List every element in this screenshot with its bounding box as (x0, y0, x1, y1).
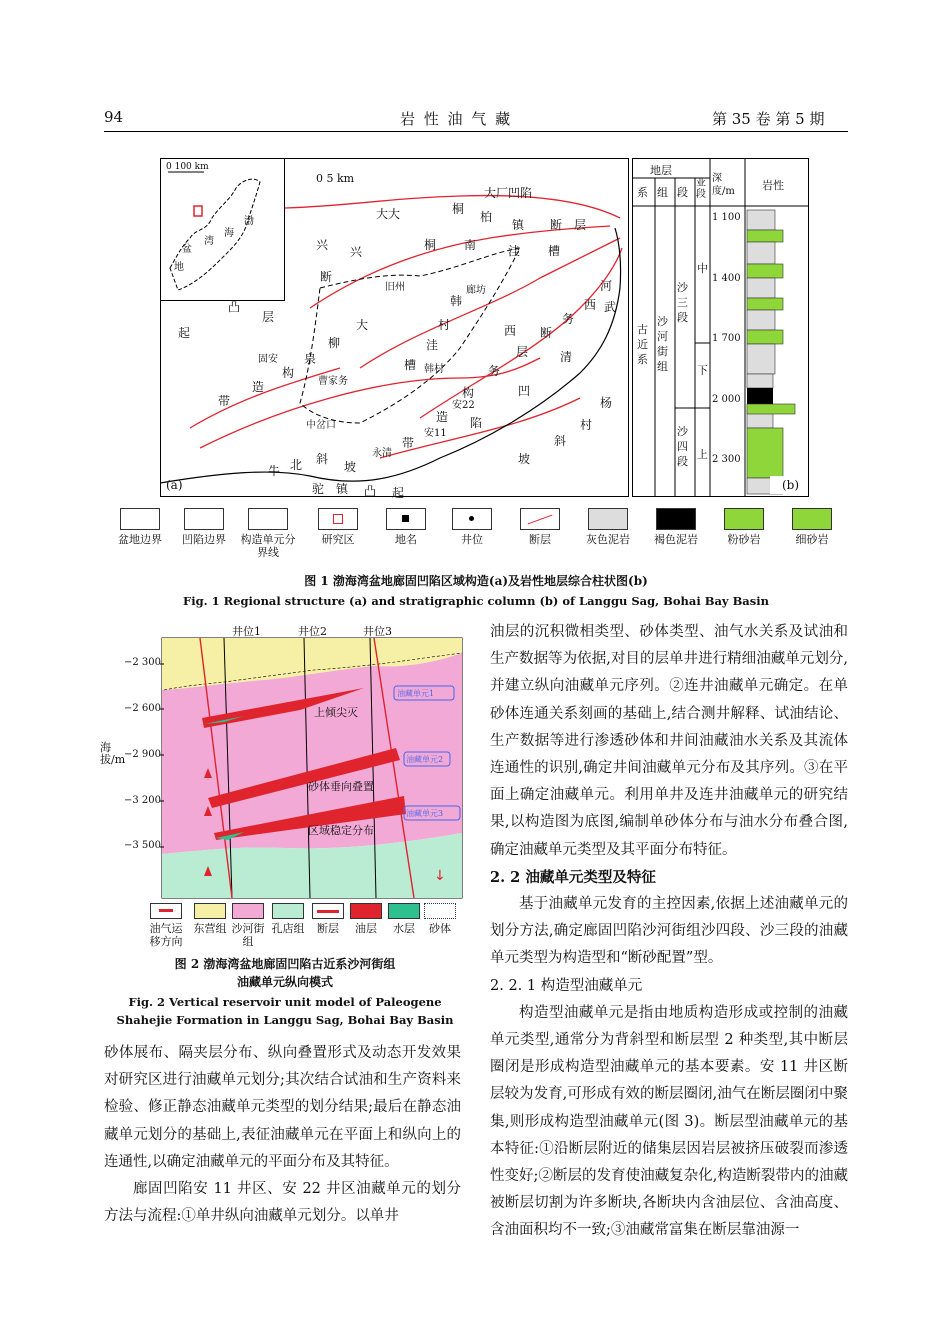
strat-section-es4: 沙四段 (677, 425, 688, 468)
depth-tick: 1 100 (712, 212, 741, 223)
legend-structural-boundary: 构造单元分界线 (236, 508, 300, 559)
map-label: 大 (376, 207, 389, 221)
strat-group-name: 沙河街组 (657, 315, 668, 373)
figure2-caption-cn-2: 油藏单元纵向模式 (236, 975, 333, 989)
place-hancun: 韩村 (424, 364, 444, 375)
figure1-caption-en: Fig. 1 Regional structure (a) and stratigraphic column (b) of Langgu Sag, Bohai Bay Basin (183, 594, 769, 608)
place-langfang: 廊坊 (466, 285, 486, 296)
map-label: 凸 (364, 484, 377, 498)
map-label: 构 (462, 386, 475, 400)
map-label: 坡 (344, 460, 357, 474)
right-paragraph-1: 油层的沉积微相类型、砂体类型、油气水关系及试油和生产数据等为依据,对目的层单井进行精细油藏单元划分,并建立纵向油藏单元序列。②连井油藏单元确定。在单砂体连通关系刻画的基础上,结合测井解释、试油结论、生产数据等进行渗透砂体和井间油藏油水关系及其流体连通性的识别,确定井间油藏单元分布及其序列。③在平面上确定油藏单元。利用单井及连井油藏单元的研究结果,以构造图为底图,编制单砂体分布与油水分布叠合图,确定油藏单元类型及其平面分布特征。 (490, 624, 848, 858)
legend-siltstone: 粉砂岩 (712, 508, 776, 546)
section-heading-2-2-1: 2. 2. 1 构造型油藏单元 (490, 977, 643, 994)
annotation-updip-pinchout: 上倾尖灭 (314, 706, 358, 719)
main-scale-label: 0 5 km (316, 172, 355, 185)
map-label: 兴 (316, 238, 329, 252)
legend-brown-mudstone: 褐色泥岩 (644, 508, 708, 546)
map-label: 造 (252, 380, 265, 394)
inset-label: 渤 (244, 216, 254, 227)
y-tick: −3 200 (124, 795, 162, 806)
strat-subsection-lower: 下 (697, 364, 708, 377)
legend-oil-layer: 油层 (346, 903, 386, 935)
legend-fault: 断层 (308, 903, 348, 935)
map-label: 兴 (350, 245, 363, 259)
right-paragraph-3: 构造型油藏单元是指由地质构造形成或控制的油藏单元类型,通常分为背斜型和断层型 2 种类型,其中断层圈闭是形成构造型油藏单元的基本要素。安 11 井区断层较为发育,可形成有效的断层圈闭,油气在断层圈闭中聚集,则形成构造型油藏单元(图 3)。断层型油藏单元的基本特征:①沿断层附近的储集层因岩层被挤压破裂而渗透性变好;②断层的发育使油藏复杂化,构造断裂带内的油藏被断层切割为许多断块,各断块内含油层位、含油高度、含油面积均不一致;③油藏常富集在断层靠油源一 (490, 1004, 848, 1239)
strat-section-es3: 沙三段 (677, 281, 688, 324)
header-rule (104, 131, 848, 132)
map-label: 南 (464, 238, 477, 252)
map-label: 河 (600, 279, 613, 293)
strat-subsection-middle: 中 (697, 262, 708, 275)
map-label: 韩 (450, 294, 463, 308)
map-label: 村 (438, 318, 451, 332)
y-tick: −2 300 (124, 657, 162, 668)
map-label: 构 (282, 366, 295, 380)
annotation-regional-stable: 区域稳定分布 (308, 824, 374, 837)
map-label: 起 (392, 486, 405, 500)
map-label: 陷 (470, 416, 483, 430)
legend-fine-sandstone: 细砂岩 (780, 508, 844, 546)
well-2-label: 井位2 (298, 625, 327, 638)
map-label-dachang-sag: 大厂凹陷 (484, 186, 533, 200)
map-label: 武 (604, 300, 617, 314)
depth-tick: 2 000 (712, 394, 741, 405)
map-label: 层 (262, 310, 275, 324)
annotation-vertical-stacking: 砂体垂向叠置 (308, 780, 374, 793)
legend-well: 井位 (440, 508, 504, 546)
strat-header-subsection: 亚段 (696, 178, 706, 200)
legend-gray-mudstone: 灰色泥岩 (576, 508, 640, 546)
right-column (490, 619, 848, 1245)
map-label: 大 (356, 318, 369, 332)
well-1-label: 井位1 (232, 625, 261, 638)
well-an22: 安22 (452, 400, 475, 411)
map-label: 断 (320, 270, 333, 284)
map-label: 洼 (426, 338, 439, 352)
unit-label-2: 油藏单元2 (406, 755, 444, 764)
map-label: 斜 (554, 434, 567, 448)
depth-tick: 1 700 (712, 333, 741, 344)
y-tick: −2 600 (124, 703, 162, 714)
well-3-label: 井位3 (363, 625, 392, 638)
page-number: 94 (104, 108, 124, 126)
strat-subsection-upper: 上 (697, 448, 708, 461)
map-label: 北 (290, 458, 303, 472)
map-label: 层 (516, 345, 529, 359)
legend-place-name: 地名 (374, 508, 438, 546)
map-label: 务 (488, 364, 501, 378)
map-label: 镇 (512, 218, 525, 232)
place-yongqing: 永清 (372, 448, 392, 459)
strat-header-system: 系 (637, 186, 648, 199)
y-axis-label: 海拔/m (100, 741, 126, 766)
section-heading-2-2: 2. 2 油藏单元类型及特征 (490, 868, 656, 886)
issue-info: 第 35 卷 第 5 期 (712, 110, 825, 128)
map-label: 斜 (316, 452, 329, 466)
legend-fault: 断层 (508, 508, 572, 546)
map-label: 造 (436, 410, 449, 424)
journal-title: 岩 性 油 气 藏 (400, 110, 513, 128)
place-jiuzhou: 旧州 (385, 282, 405, 293)
map-label: 柏 (480, 210, 493, 224)
legend-migration: 油气运移方向 (146, 903, 186, 948)
map-label: 凹 (518, 384, 531, 398)
place-zhongchakou: 中岔口 (306, 420, 336, 431)
map-label: 大 (388, 207, 401, 221)
map-label: 槽 (548, 244, 561, 258)
map-label: 洼 (508, 244, 521, 258)
unit-label-1: 油藏单元1 (397, 689, 435, 698)
left-paragraph-1: 砂体展布、隔夹层分布、纵向叠置形式及动态开发效果对研究区进行油藏单元划分;其次结合试油和生产资料来检验、修正静态油藏单元类型的划分结果;最后在静态油藏单元划分的基础上,表征油藏单元在平面上和纵向上的连通性,以确定油藏单元的平面分布及其特征。 (104, 1045, 461, 1170)
legend-basin-boundary: 盆地边界 (108, 508, 172, 546)
strat-header-strata: 地层 (650, 164, 672, 177)
down-arrow-icon: ↓ (434, 868, 446, 884)
inset-label: 湾 (204, 236, 214, 247)
map-label: 泉 (304, 352, 317, 366)
strat-header-lithology: 岩性 (762, 179, 784, 192)
strat-system-name: 古近系 (637, 323, 648, 366)
map-label: 桐 (424, 238, 437, 252)
strat-header-group: 组 (657, 186, 668, 199)
figure2-caption-en-1: Fig. 2 Vertical reservoir unit model of Paleogene (128, 995, 442, 1009)
map-label: 桐 (452, 202, 465, 216)
legend-dongying: 东营组 (190, 903, 230, 935)
legend-sag-boundary: 凹陷边界 (172, 508, 236, 546)
map-label: 层 (574, 218, 587, 232)
right-paragraph-2: 基于油藏单元发育的主控因素,依据上述油藏单元的划分方法,确定廊固凹陷沙河街组沙四段、沙三段的油藏单元类型为构造型和“断砂配置”型。 (490, 896, 848, 967)
place-caojiawu: 曹家务 (318, 376, 348, 387)
legend-water-layer: 水层 (384, 903, 424, 935)
strat-header-depth: 深度/m (712, 173, 735, 197)
y-tick: −2 900 (124, 749, 162, 760)
inset-label: 地 (174, 262, 184, 273)
map-label: 柳 (328, 336, 341, 350)
unit-label-3: 油藏单元3 (406, 809, 444, 818)
y-tick: −3 500 (124, 840, 162, 851)
panel-a-label: (a) (166, 478, 183, 492)
map-label: 清 (560, 350, 573, 364)
figure2-caption-en-2: Shahejie Formation in Langgu Sag, Bohai Bay Basin (116, 1013, 454, 1027)
map-label: 西 (584, 298, 597, 312)
legend-shahejie: 沙河街组 (228, 903, 268, 948)
map-label: 牛 (268, 464, 281, 478)
inset-map-frame (161, 159, 285, 301)
map-label: 村 (580, 418, 593, 432)
map-label: 起 (178, 326, 191, 340)
left-paragraph-2: 廊固凹陷安 11 井区、安 22 井区油藏单元的划分方法与流程:①单井纵向油藏单元划分。以单井 (104, 1181, 461, 1225)
strat-header-section: 段 (677, 186, 688, 199)
well-an11: 安11 (424, 428, 447, 439)
place-guan: 固安 (258, 354, 278, 365)
map-label: 杨 (600, 396, 613, 410)
figure2-caption-cn-1: 图 2 渤海湾盆地廊固凹陷古近系沙河街组 (174, 957, 396, 971)
legend-study-area: 研究区 (306, 508, 370, 546)
legend-sand-body: 砂体 (420, 903, 460, 935)
map-label: 带 (402, 436, 415, 450)
left-column (104, 1040, 461, 1230)
depth-tick: 1 400 (712, 273, 741, 284)
figure1-caption-cn: 图 1 渤海湾盆地廊固凹陷区域构造(a)及岩性地层综合柱状图(b) (304, 574, 648, 588)
inset-label: 盆 (182, 244, 192, 255)
map-label: 带 (218, 394, 231, 408)
inset-label: 海 (224, 228, 234, 239)
panel-b-label: (b) (782, 478, 800, 492)
map-label: 断 (550, 218, 563, 232)
legend-kongdian: 孔店组 (266, 903, 310, 935)
map-label: 槽 (404, 358, 417, 372)
map-label: 坡 (518, 452, 531, 466)
map-label: 断 (540, 326, 553, 340)
depth-tick: 2 300 (712, 454, 741, 465)
map-label: 镇 (336, 482, 349, 496)
inset-scale-label: 0 100 km (166, 162, 209, 172)
map-label: 务 (562, 312, 575, 326)
map-label: 凸 (228, 300, 241, 314)
map-label: 西 (504, 324, 517, 338)
map-label: 驼 (312, 482, 325, 496)
